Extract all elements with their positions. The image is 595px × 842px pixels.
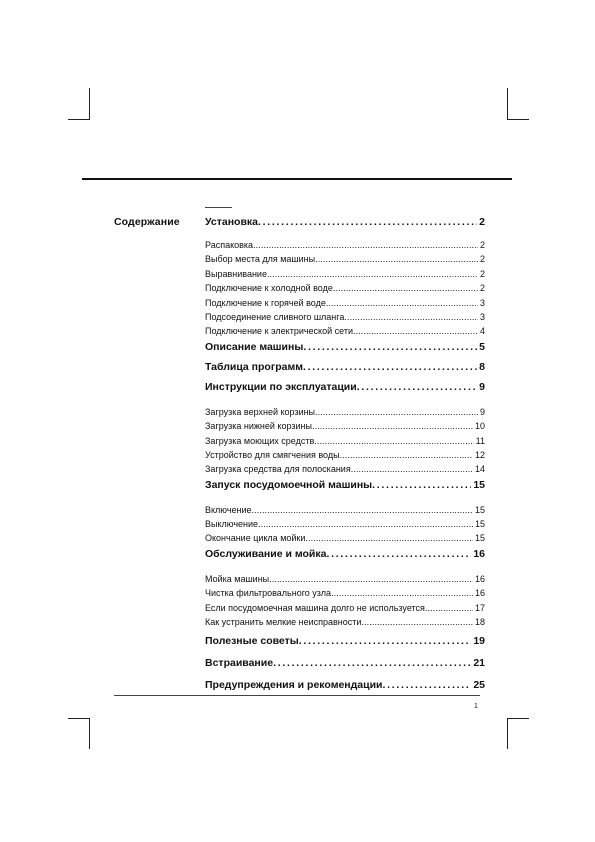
toc-page-number: 25 [473,679,485,692]
toc-title: Подключение к холодной воде [205,283,333,294]
toc-page-number: 10 [474,421,485,432]
toc-page-number: 16 [473,547,485,560]
toc-title: Чистка фильтровального узла [205,588,332,599]
toc-leader-dots [353,324,478,338]
toc-entry [205,296,485,310]
crop-mark-top-left-horizontal [68,119,90,120]
crop-mark-bottom-right-horizontal [507,718,529,719]
toc-title: Выравнивание [205,268,267,279]
toc-leader-dots [315,405,478,419]
toc-title: Выбор места для машины [205,254,316,265]
toc-leader-dots [273,655,471,671]
toc-leader-dots [258,517,473,531]
toc-leader-dots [303,359,477,375]
toc-leader-dots [258,214,477,230]
toc-leader-dots [357,379,477,395]
toc-title: Выключение [205,519,259,530]
header-rule [82,178,512,180]
toc-entry [205,434,485,448]
toc-entry [205,572,485,586]
toc-title: Инструкции по эксплуатации [205,380,357,393]
toc-entry [205,324,485,338]
toc-page-number: 15 [474,504,485,515]
toc-page-number: 19 [473,635,485,648]
toc-chapter [205,546,485,562]
toc-leader-dots [252,503,473,517]
toc-title: Загрузка моющих средств [205,435,315,446]
toc-leader-dots [253,238,478,252]
crop-mark-bottom-right-vertical [507,718,508,749]
toc-page-number: 15 [473,478,485,491]
toc-title: Установка [205,216,258,228]
toc-page-number: 2 [479,254,485,265]
toc-title: Если посудомоечная машина долго не используется [205,602,425,613]
toc-entry [205,448,485,462]
toc-entry [205,503,485,517]
toc-leader-dots [326,296,478,310]
toc-entry [205,238,485,252]
toc-title: Описание машины [205,340,304,353]
toc-leader-dots [331,586,473,600]
toc-title: Встраивание [205,657,274,670]
toc-title: Запуск посудомоечной машины [205,478,373,491]
toc-title: Подсоединение сливного шланга [205,311,345,322]
crop-mark-top-left-vertical [89,88,90,119]
toc-entry [205,517,485,531]
toc-page-number: 11 [475,435,485,446]
toc-title: Таблица программ [205,360,304,373]
toc-entry [205,462,485,476]
toc-page-number: 2 [479,283,485,294]
toc-leader-dots [269,572,473,586]
toc-page-number: 9 [479,380,485,393]
toc-leader-dots [383,677,472,693]
toc-entry [205,310,485,324]
toc-leader-dots [312,419,473,433]
toc-title: Подключение к горячей воде [205,297,326,308]
toc-page-number: 18 [474,617,485,628]
toc-chapter [205,359,485,375]
toc-page-number: 17 [474,602,485,613]
toc-entry [205,252,485,266]
toc-title: Загрузка верхней корзины [205,406,316,417]
toc-entry [205,615,485,629]
toc-leader-dots [314,434,473,448]
toc-title: Устройство для смягчения воды [205,449,340,460]
toc-chapter [205,339,485,355]
toc-title: Загрузка средства для полоскания [205,464,351,475]
toc-page-number: 21 [473,657,485,670]
toc-chapter [205,633,485,649]
toc-entry [205,601,485,615]
crop-mark-bottom-left-horizontal [68,718,90,719]
footer-rule [114,695,480,696]
table-of-contents [205,214,485,693]
toc-page-number: 2 [479,240,485,250]
toc-leader-dots [425,601,473,615]
toc-leader-dots [303,339,477,355]
toc-title: Включение [205,504,252,515]
toc-page-number: 8 [479,360,485,373]
toc-title: Полезные советы [205,635,299,648]
toc-title: Предупреждения и рекомендации [205,679,383,692]
toc-leader-dots [333,281,478,295]
toc-title: Мойка машины [205,573,270,584]
toc-leader-dots [305,531,473,545]
toc-start-rule [205,207,232,208]
toc-title: Окончание цикла мойки [205,533,306,544]
toc-page-number: 14 [474,464,485,475]
toc-page-number: 2 [479,268,485,279]
toc-page-number: 2 [479,216,485,228]
toc-leader-dots [351,462,473,476]
crop-mark-top-right-horizontal [507,119,529,120]
crop-mark-bottom-left-vertical [89,718,90,749]
toc-leader-dots [340,448,473,462]
toc-title: Загрузка нижней корзины [205,421,312,432]
toc-chapter [205,477,485,493]
toc-page-number: 9 [479,406,485,417]
toc-chapter [205,379,485,395]
toc-chapter [205,677,485,693]
toc-title: Обслуживание и мойка [205,547,327,560]
toc-page-number: 16 [474,573,485,584]
toc-page-number: 15 [474,533,485,544]
toc-leader-dots [299,633,472,649]
toc-leader-dots [315,252,478,266]
toc-entry [205,531,485,545]
toc-page-number: 3 [479,297,485,308]
toc-page-number: 3 [479,311,485,322]
page-number: 1 [474,703,478,710]
toc-leader-dots [326,546,471,562]
toc-entry [205,267,485,281]
section-label: Содержание [114,216,180,228]
toc-leader-dots [344,310,478,324]
toc-title: Распаковка [205,240,254,250]
toc-leader-dots [372,477,471,493]
toc-page-number: 12 [474,449,485,460]
toc-entry [205,405,485,419]
crop-mark-top-right-vertical [507,88,508,119]
toc-page-number: 15 [474,519,485,530]
toc-entry [205,419,485,433]
toc-title: Как устранить мелкие неисправности [205,617,362,628]
toc-entry [205,281,485,295]
toc-chapter [205,655,485,671]
toc-entry [205,586,485,600]
toc-leader-dots [361,615,473,629]
toc-page-number: 16 [474,588,485,599]
toc-title: Подключение к электрической сети [205,326,353,337]
toc-chapter [205,214,485,230]
toc-leader-dots [267,267,478,281]
toc-page-number: 5 [479,340,485,353]
toc-page-number: 4 [479,326,485,337]
